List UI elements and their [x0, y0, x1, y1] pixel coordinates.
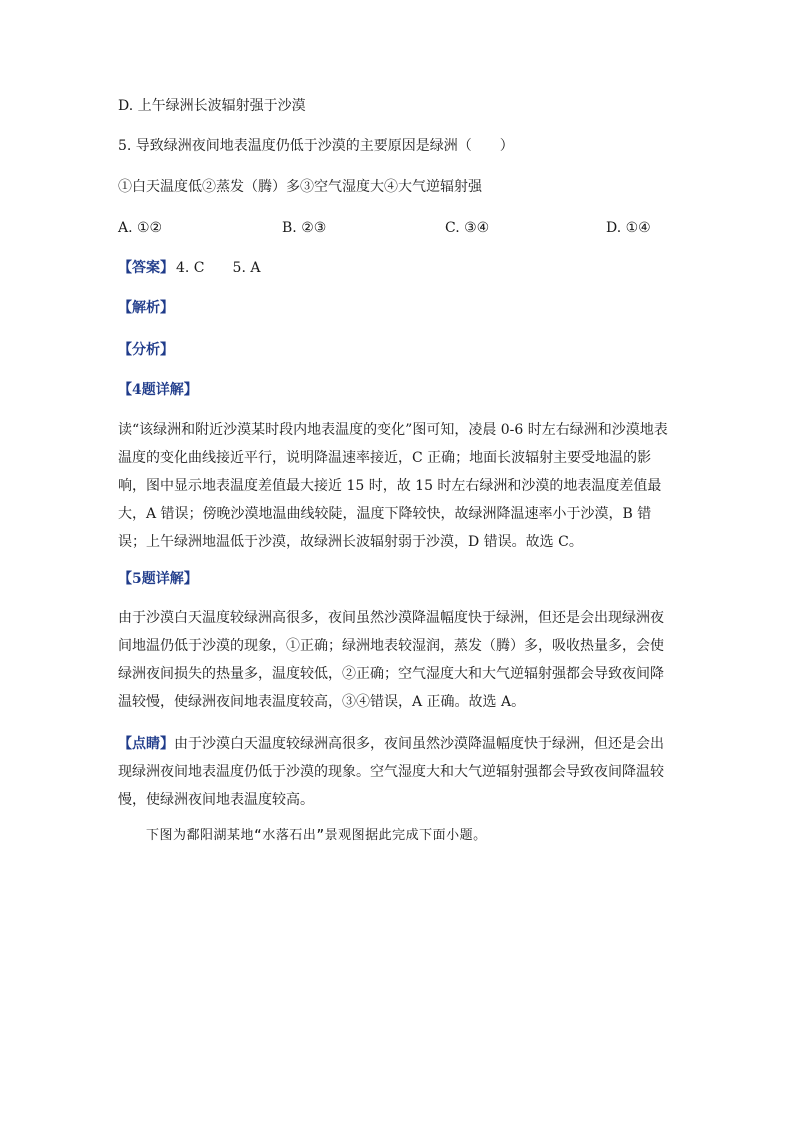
answer-tag: 【答案】 — [118, 260, 174, 276]
detail-5-paragraph: 由于沙漠白天温度较绿洲高很多，夜间虽然沙漠降温幅度快于绿洲，但还是会出现绿洲夜 间地温仍低于沙漠的现象，①正确；绿洲地表较湿润，蒸发（腾）多，吸收热量多，会使 绿洲夜间损失的热量多，温度较低，②正确；空气湿度大和大气逆辐射强都会导致夜间降 温较慢，使绿洲夜间地表温度较高，③④错误，A 正确。故选 A。 — [118, 610, 664, 710]
detail-4-heading: 【4题详解】 — [118, 382, 198, 398]
question-5-statements: ①白天温度低②蒸发（腾）多③空气湿度大④大气逆辐射强 — [118, 179, 482, 195]
detail-4-paragraph: 读“该绿洲和附近沙漠某时段内地表温度的变化”图可知，凌晨 0-6 时左右绿洲和沙漠地表 温度的变化曲线接近平行，说明降温速率接近，C 正确；地面长波辐射主要受地温的影 响，图中显示地表温度差值最大接近 15 时，故 15 时左右绿洲和沙漠的地表温度差值最 大，A 错误；傍晚沙漠地温曲线较陡，温度下降较快，故绿洲降温速率小于沙漠，B 错 误；上午绿洲地温低于沙漠，故绿洲长波辐射弱于沙漠，D 错误。故选 C。 — [118, 422, 668, 550]
option-a: A. ①② — [118, 220, 163, 236]
dianjing-paragraph: 【点睛】由于沙漠白天温度较绿洲高很多，夜间虽然沙漠降温幅度快于绿洲，但还是会出 现绿洲夜间地表温度仍低于沙漠的现象。空气湿度大和大气逆辐射强都会导致夜间降温较 慢，使绿洲夜间地表温度较高。 — [118, 736, 664, 808]
answer-line — [118, 258, 260, 278]
option-d-previous: D. 上午绿洲长波辐射强于沙漠 — [118, 98, 306, 114]
answer-5: 5. A — [232, 260, 261, 276]
next-question-intro: 下图为鄱阳湖某地“水落石出”景观图据此完成下面小题。 — [146, 828, 487, 843]
question-5-stem: 5. 导致绿洲夜间地表温度仍低于沙漠的主要原因是绿洲（ ） — [118, 138, 514, 154]
detail-5-heading: 【5题详解】 — [118, 571, 198, 587]
fenxi-heading: 【分析】 — [118, 342, 174, 358]
option-b: B. ②③ — [282, 220, 327, 236]
option-d: D. ①④ — [606, 220, 651, 236]
answer-4: 4. C — [176, 260, 205, 276]
option-c: C. ③④ — [445, 220, 490, 236]
question-5-options — [118, 218, 651, 238]
jiexi-heading: 【解析】 — [118, 300, 174, 316]
dianjing-tag: 【点睛】 — [118, 736, 174, 752]
